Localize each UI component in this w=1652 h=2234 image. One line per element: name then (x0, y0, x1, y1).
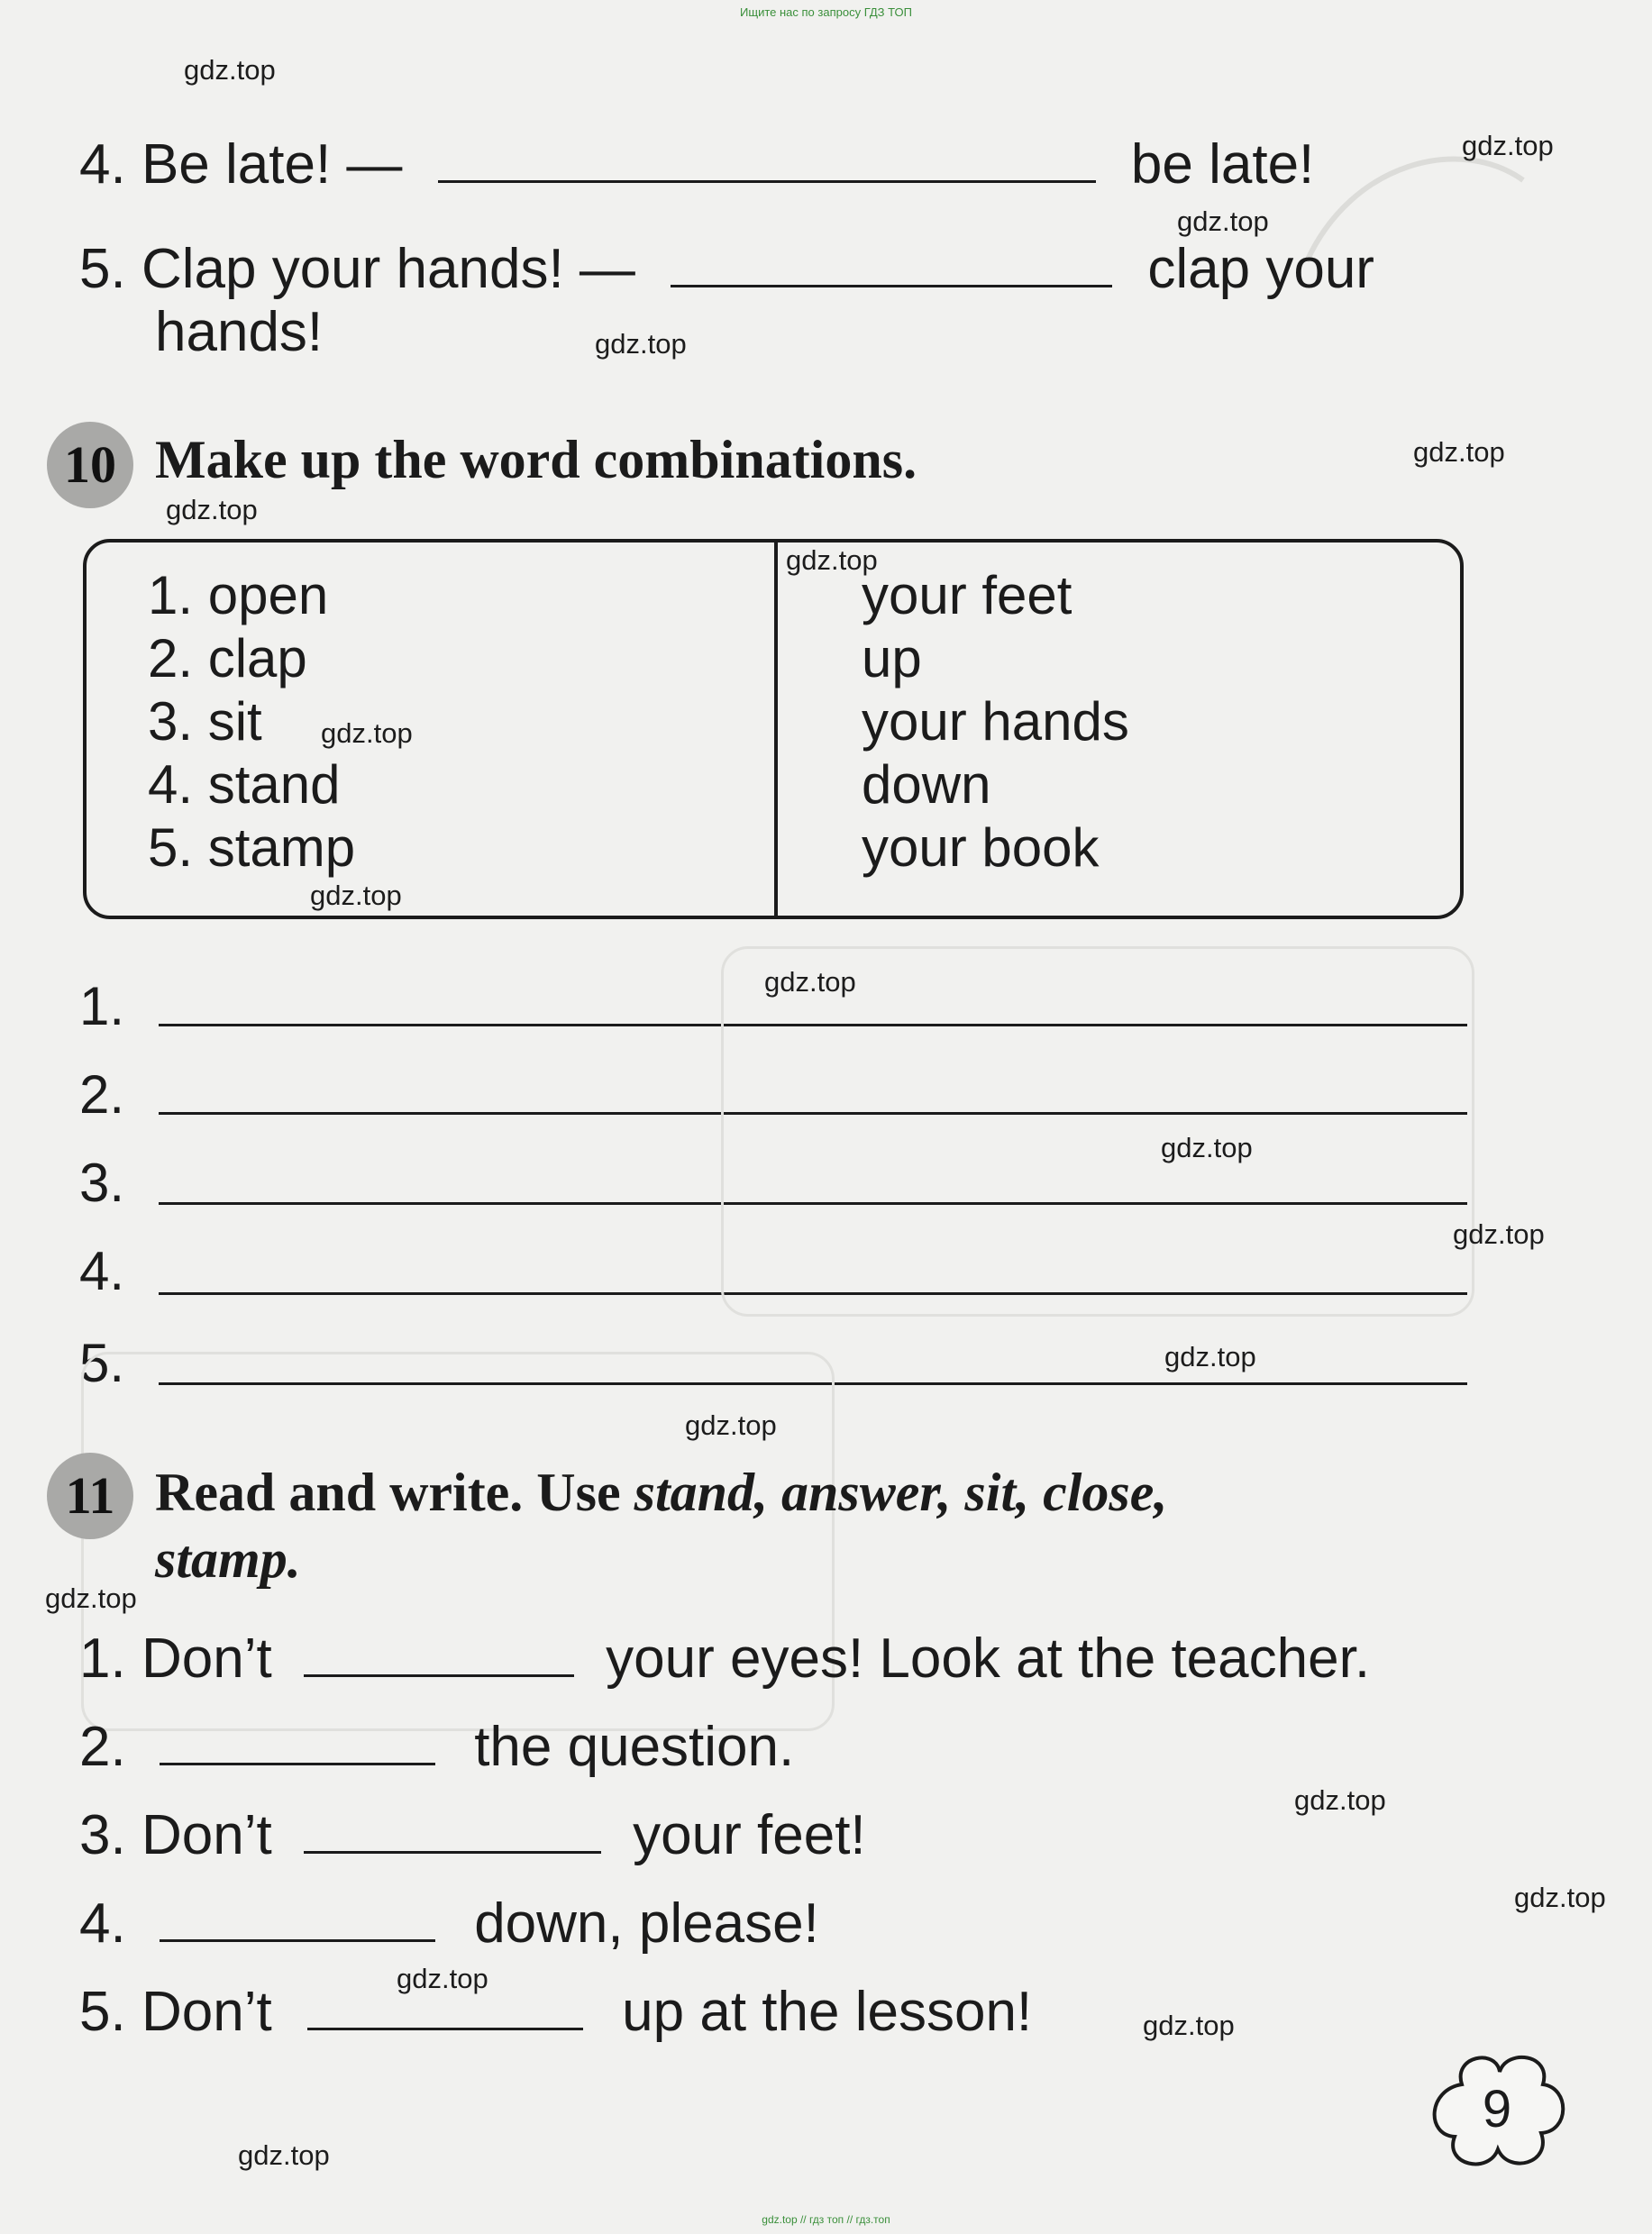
ex11-item-num: 2. (79, 1716, 126, 1778)
watermark: gdz.top (595, 328, 687, 360)
ex11-item-after: your feet! (633, 1804, 866, 1866)
watermark: gdz.top (184, 54, 276, 86)
ex11-item-after: the question. (474, 1716, 795, 1778)
right-item: your book (862, 817, 1100, 878)
exercise-11-title-words: stand, answer, sit, close, (634, 1463, 1168, 1522)
answer-blank[interactable] (438, 171, 1096, 183)
item-4-num: 4. (79, 133, 126, 196)
watermark: gdz.top (310, 880, 402, 911)
watermark: gdz.top (1164, 1341, 1256, 1372)
watermark: gdz.top (1294, 1784, 1386, 1816)
watermark: gdz.top (1514, 1882, 1606, 1913)
footer-banner: gdz.top // гдз топ // гдз.топ (762, 2213, 890, 2226)
ex11-item-before: Don’t (141, 1804, 272, 1866)
right-column (862, 564, 1129, 880)
ex11-item-before: Don’t (141, 1628, 272, 1690)
page-number: 9 (1482, 2080, 1512, 2138)
watermark: gdz.top (1177, 205, 1269, 237)
left-item: 1. open (148, 565, 329, 625)
watermark: gdz.top (1413, 436, 1505, 468)
item-4-before: Be late! — (141, 133, 403, 196)
item-4 (79, 133, 1314, 196)
left-item: 2. clap (148, 628, 307, 688)
answer-blank[interactable] (671, 276, 1112, 287)
box-divider (774, 541, 778, 917)
ex11-item-num: 1. (79, 1628, 126, 1690)
ex11-item-before: Don’t (141, 1981, 272, 2043)
watermark: gdz.top (1143, 2010, 1235, 2041)
line-number: 4. (79, 1241, 125, 1301)
item-5 (79, 238, 1374, 301)
watermark: gdz.top (166, 494, 258, 525)
watermark: gdz.top (1161, 1132, 1253, 1163)
left-item: 5. stamp (148, 817, 356, 878)
line-number: 3. (79, 1153, 125, 1213)
watermark: gdz.top (786, 544, 878, 576)
ex11-item-num: 5. (79, 1981, 126, 2043)
top-banner: Ищите нас по запросу ГДЗ ТОП (740, 5, 912, 19)
ex11-item-3 (79, 1804, 866, 1867)
right-item: up (862, 628, 922, 688)
item-4-after: be late! (1130, 133, 1315, 196)
watermark: gdz.top (1462, 130, 1554, 161)
line-number: 1. (79, 976, 125, 1036)
ex11-item-num: 3. (79, 1804, 126, 1866)
answer-blank[interactable] (304, 1665, 574, 1677)
ex11-item-4 (79, 1892, 819, 1956)
left-item: 4. stand (148, 754, 341, 815)
watermark: gdz.top (397, 1963, 488, 1994)
exercise-11-title-words2: stamp. (155, 1529, 301, 1589)
watermark: gdz.top (321, 717, 413, 749)
item-5-cont: hands! (155, 301, 324, 363)
answer-blank[interactable] (304, 1842, 601, 1854)
ex11-item-2 (79, 1716, 794, 1779)
watermark: gdz.top (45, 1582, 137, 1614)
watermark: gdz.top (1453, 1218, 1545, 1250)
ex11-item-after: down, please! (474, 1892, 819, 1955)
bleed-through-box (721, 946, 1474, 1317)
ex11-item-1 (79, 1628, 1370, 1691)
item-5-before: Clap your hands! — (141, 238, 635, 300)
item-5-num: 5. (79, 238, 126, 300)
exercise-11-badge: 11 (47, 1453, 133, 1539)
ex11-item-5 (79, 1981, 1032, 2044)
ex11-item-after: your eyes! Look at the teacher. (606, 1628, 1371, 1690)
right-item: down (862, 754, 991, 815)
watermark: gdz.top (764, 966, 856, 998)
line-number: 2. (79, 1064, 125, 1125)
item-5-after: clap your (1147, 238, 1374, 300)
exercise-11-title (155, 1462, 1167, 1524)
line-number: 5. (79, 1333, 125, 1393)
exercise-11-title-plain: Read and write. Use (155, 1463, 621, 1522)
exercise-10-title: Make up the word combinations. (155, 430, 917, 489)
watermark: gdz.top (685, 1409, 777, 1441)
answer-blank[interactable] (160, 1930, 435, 1942)
exercise-10-badge: 10 (47, 422, 133, 508)
right-item: your hands (862, 691, 1129, 752)
answer-blank[interactable] (160, 1754, 435, 1765)
watermark: gdz.top (238, 2139, 330, 2171)
left-item: 3. sit (148, 691, 262, 752)
ex11-item-after: up at the lesson! (622, 1981, 1033, 2043)
right-item: your feet (862, 565, 1072, 625)
answer-blank[interactable] (307, 2019, 583, 2030)
ex11-item-num: 4. (79, 1892, 126, 1955)
